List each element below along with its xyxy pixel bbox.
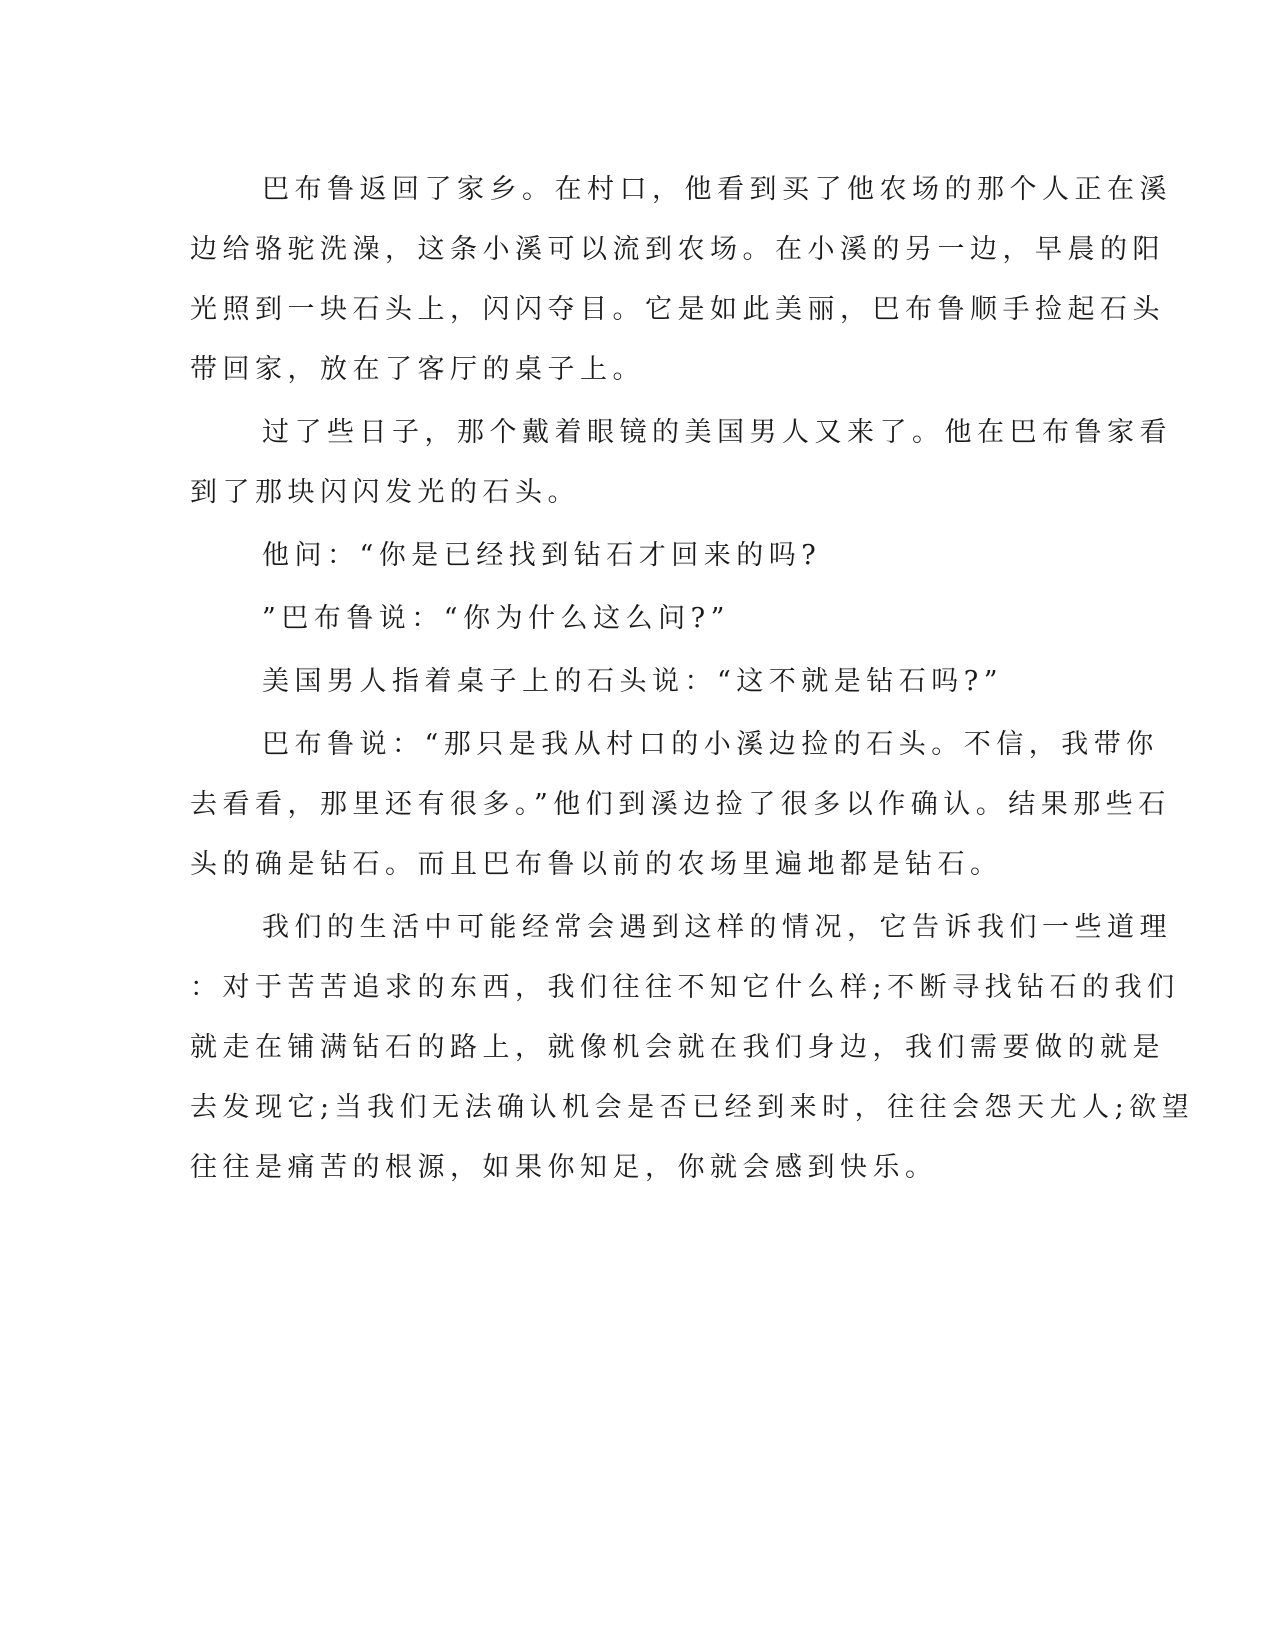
- text-line: 就走在铺满钻石的路上，就像机会就在我们身边，我们需要做的就是: [190, 1032, 1165, 1063]
- text-line: ：对于苦苦追求的东西，我们往往不知它什么样;不断寻找钻石的我们: [190, 972, 1180, 1003]
- text-line: 边给骆驼洗澡，这条小溪可以流到农场。在小溪的另一边，早晨的阳: [190, 234, 1165, 265]
- paragraph-3: [190, 526, 1086, 586]
- text-line: 头的确是钻石。而且巴布鲁以前的农场里遍地都是钻石。: [190, 849, 1003, 880]
- text-line: 去看看，那里还有很多。”他们到溪边捡了很多以作确认。结果那些石: [190, 789, 1171, 820]
- text-line: 往往是痛苦的根源，如果你知足，你就会感到快乐。: [190, 1152, 938, 1183]
- text-line: ”巴布鲁说：“你为什么这么问?”: [262, 603, 730, 634]
- text-line: 过了些日子，那个戴着眼镜的美国男人又来了。他在巴布鲁家看: [262, 417, 1172, 448]
- paragraph-4: [190, 589, 1086, 649]
- text-line: 我们的生活中可能经常会遇到这样的情况，它告诉我们一些道理: [262, 912, 1172, 943]
- paragraph-1: [190, 160, 1172, 400]
- text-line: 带回家，放在了客厅的桌子上。: [190, 354, 645, 385]
- text-line: 巴布鲁返回了家乡。在村口，他看到买了他农场的那个人正在溪: [262, 174, 1172, 205]
- text-line: 美国男人指着桌子上的石头说：“这不就是钻石吗?”: [262, 666, 1004, 697]
- text-line: 他问：“你是已经找到钻石才回来的吗?: [262, 540, 822, 571]
- text-line: 去发现它;当我们无法确认机会是否已经到来时，往往会怨天尤人;欲望: [190, 1092, 1195, 1123]
- text-line: 光照到一块石头上，闪闪夺目。它是如此美丽，巴布鲁顺手捡起石头: [190, 294, 1165, 325]
- text-line: 到了那块闪闪发光的石头。: [190, 477, 580, 508]
- paragraph-7: [190, 898, 1195, 1198]
- text-line: 巴布鲁说：“那只是我从村口的小溪边捡的石头。不信，我带你: [262, 729, 1159, 760]
- document-body: [190, 160, 1195, 1201]
- paragraph-5: [190, 652, 1086, 712]
- paragraph-6: [190, 715, 1171, 895]
- paragraph-2: [190, 403, 1172, 523]
